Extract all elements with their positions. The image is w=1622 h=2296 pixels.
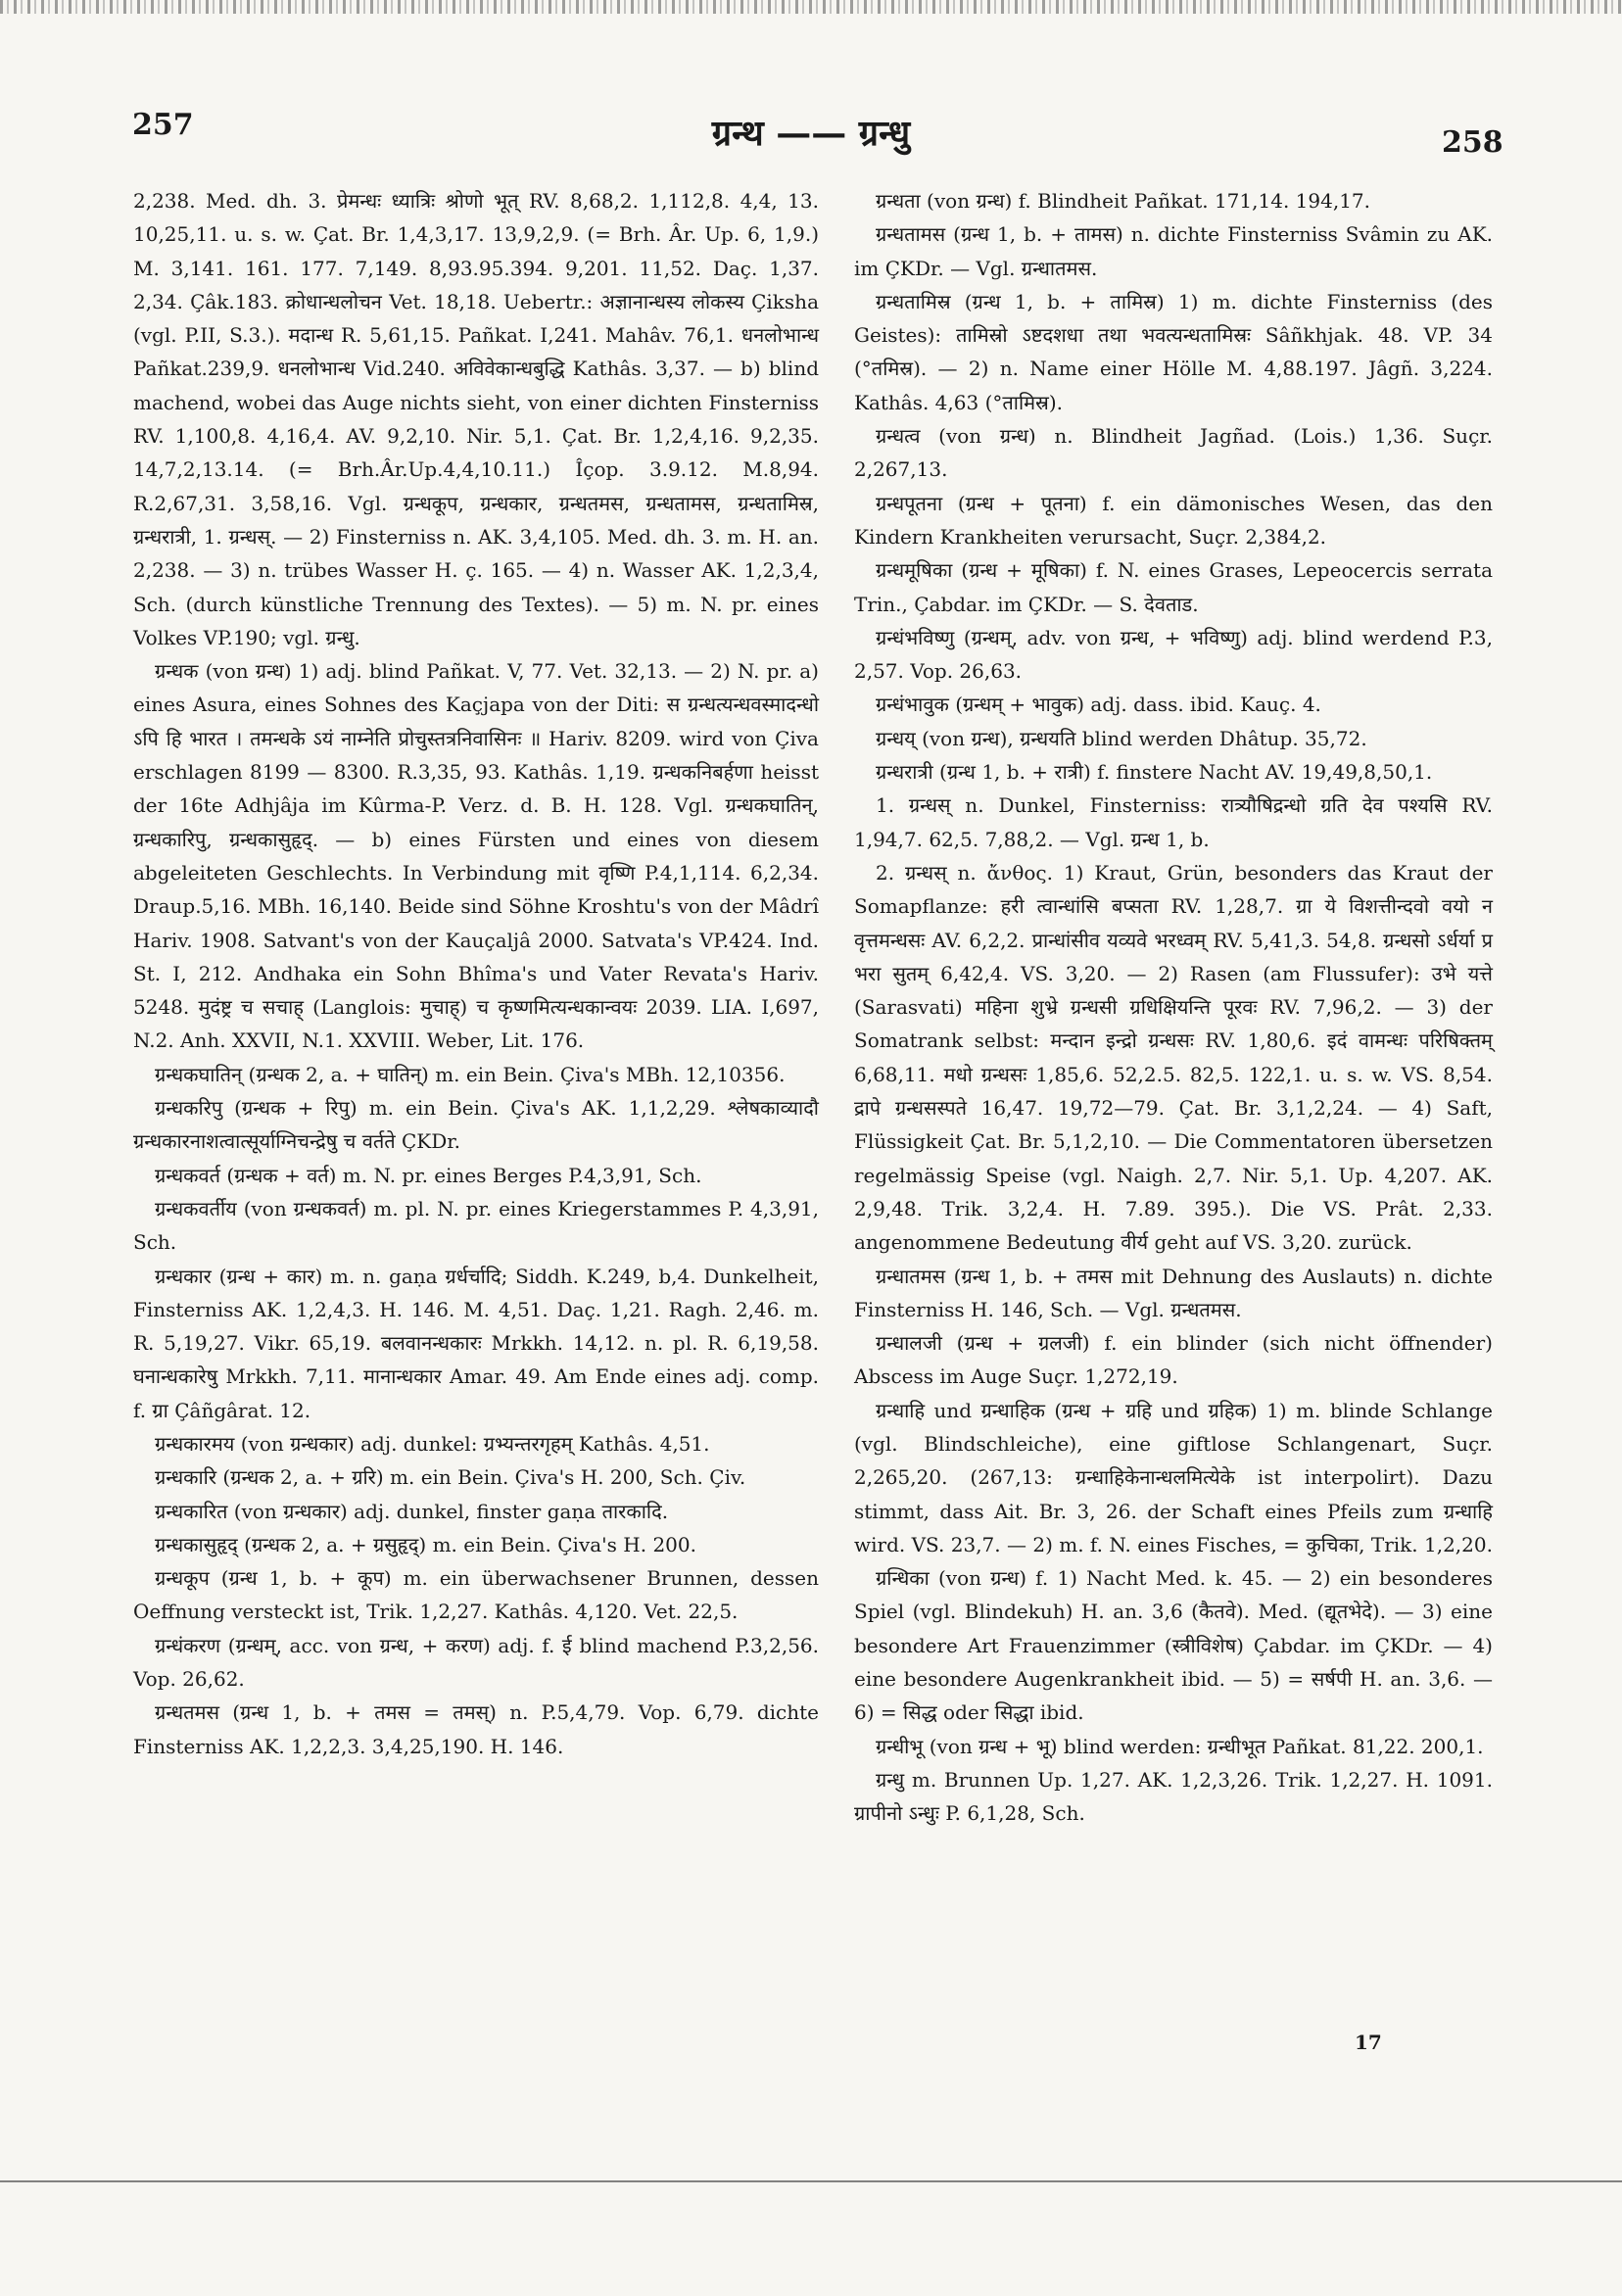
entry-paragraph: ग्रन्धकवर्तीय (von ग्रन्धकवर्त) m. pl. N. pr. eines Kriegerstammes P. 4,3,91, Sch. [133,1196,819,1255]
right-column [854,184,1493,1831]
entry-paragraph: ग्रन्धंभावुक (ग्रन्धम् + भावुक) adj. dass. ibid. Kauç. 4. [876,693,1321,717]
left-column [133,184,819,1763]
entry-paragraph: ग्रन्धाहि und ग्रन्धाहिक (ग्रन्ध + ग्रहि und ग्रहिक) 1) m. blinde Schlange (vgl. Blindschleiche), eine giftlose Schlangenart, Suçr. 2,265,20. (267,13: ग्रन्धाहिकेनान्धलमित्येके ist interpolirt). Dazu stimmt, dass Ait. Br. 3, 26. der Schaft eines Pfeils zum ग्रन्धाहि wird. VS. 23,7. — 2) m. f. N. eines Fisches, = कुचिका, Trik. 1,2,20. [854,1398,1493,1556]
entry-paragraph: 2,238. Med. dh. 3. प्रेमन्धः ध्यात्रिः श्रोणो भूत् RV. 8,68,2. 1,112,8. 4,4, 13. 10,25,11. u. s. w. Çat. Br. 1,4,3,17. 13,9,2,9. (= Brh. Âr. Up. 6, 1,9.) M. 3,141. 161. 177. 7,149. 8,93.95.394. 9,201. 11,52. Daç. 1,37. 2,34. Çâk.183. क्रोधान्धलोचन Vet. 18,18. Uebertr.: अज्ञानान्धस्य लोकस्य Çiksha (vgl. P.II, S.3.). मदान्ध R. 5,61,15. Pañkat. I,241. Mahâv. 76,1. धनलोभान्ध Pañkat.239,9. धनलोभान्ध Vid.240. अविवेकान्धबुद्धि Kathâs. 3,37. — b) blind machend, wobei das Auge nichts sieht, von einer dichten Finsterniss RV. 1,100,8. 4,16,4. AV. 9,2,10. Nir. 5,1. Çat. Br. 1,2,4,16. 9,2,35. 14,7,2,13.14. (= Brh.Âr.Up.4,4,10.11.) Îçop. 3.9.12. M.8,94. R.2,67,31. 3,58,16. Vgl. ग्रन्धकूप, ग्रन्धकार, ग्रन्धतमस, ग्रन्धतामस, ग्रन्धतामिस्र, ग्रन्धरात्री, 1. ग्रन्धस्. — 2) Finsterniss n. AK. 3,4,105. Med. dh. 3. m. H. an. 2,238. — 3) n. trübes Wasser H. ç. 165. — 4) n. Wasser AK. 1,2,3,4, Sch. (durch künstliche Trennung des Textes). — 5) m. N. pr. eines Volkes VP.190; vgl. ग्रन्धु. [133,189,819,649]
entry-paragraph: ग्रन्धालजी (ग्रन्ध + ग्रलजी) f. ein blinder (sich nicht öffnender) Abscess im Auge Suçr. 1,272,19. [854,1331,1493,1389]
entry-paragraph: 2. ग्रन्धस् n. ἄνθος. 1) Kraut, Grün, besonders das Kraut der Somapflanze: हरी त्वान्धांसि बप्सता RV. 1,28,7. ग्रा ये विशत्तीन्दवो वयो न वृत्तमन्धसः AV. 6,2,2. प्रान्धांसीव यव्यवे भरध्वम् RV. 5,41,3. 54,8. ग्रन्धसो ऽर्धर्या प्र भरा सुतम् 6,42,4. VS. 3,20. — 2) Rasen (am Flussufer): उभे यत्ते (Sarasvati) महिना शुभ्रे ग्रन्धसी ग्रधिक्षियन्ति पूरवः RV. 7,96,2. — 3) der Somatrank selbst: मन्दान इन्द्रो ग्रन्धसः RV. 1,80,6. इदं वामन्धः परिषिक्तम् 6,68,11. मधो ग्रन्धसः 1,85,6. 52,2.5. 82,5. 122,1. u. s. w. VS. 8,54. द्रापे ग्रन्धसस्पते 16,47. 19,72—79. Çat. Br. 3,1,2,24. — 4) Saft, Flüssigkeit Çat. Br. 5,1,2,10. — Die Commentatoren übersetzen regelmässig Speise (vgl. Naigh. 2,7. Nir. 5,1. Up. 4,207. AK. 2,9,48. Trik. 3,2,4. H. 7.89. 395.). Die VS. Prât. 2,33. angenommene Bedeutung वीर्य geht auf VS. 3,20. zurück. [854,860,1493,1255]
entry-paragraph: ग्रन्धकघातिन् (ग्रन्धक 2, a. + घातिन्) m. ein Bein. Çiva's MBh. 12,10356. [155,1062,786,1086]
entry-paragraph: ग्रन्धक (von ग्रन्ध) 1) adj. blind Pañkat. V, 77. Vet. 32,13. — 2) N. pr. a) eines Asura, eines Sohnes des Kaçjapa von der Diti: स ग्रन्धत्यन्धवस्मादन्धो ऽपि हि भारत । तमन्धके ऽयं नाम्नेति प्रोचुस्तत्रनिवासिनः ॥ Hariv. 8209. wird von Çiva erschlagen 8199 — 8300. R.3,35, 93. Kathâs. 1,19. ग्रन्धकनिबर्हणा heisst der 16te Adhjâja im Kûrma-P. Verz. d. B. H. 128. Vgl. ग्रन्धकघातिन्, ग्रन्धकारिपु, ग्रन्धकासुहृद्. — b) eines Fürsten und eines von diesem abgeleiteten Geschlechts. In Verbindung mit वृष्णि P.4,1,114. 6,2,34. Draup.5,16. MBh. 16,140. Beide sind Söhne Kroshtu's von der Mâdrî Hariv. 1908. Satvant's von der Kauçaljâ 2000. Satvata's VP.424. Ind. St. I, 212. Andhaka ein Sohn Bhîma's und Vater Revata's Hariv. 5248. मुदंष्ट्र च सचाह् (Langlois: मुचाह्) च कृष्णमित्यन्धकान्वयः 2039. LIA. I,697, N.2. Anh. XXVII, N.1. XXVIII. Weber, Lit. 176. [133,659,819,1053]
entry-paragraph: ग्रन्धकारि (ग्रन्धक 2, a. + ग्ररि) m. ein Bein. Çiva's H. 200, Sch. Çiv. [155,1465,746,1490]
entry-paragraph: ग्रन्धंकरण (ग्रन्धम्, acc. von ग्रन्ध, + करण) adj. f. ई blind machend P.3,2,56. Vop. 26,62. [133,1633,819,1692]
entry-paragraph: ग्रन्धत्व (von ग्रन्ध) n. Blindheit Jagñad. (Lois.) 1,36. Suçr. 2,267,13. [854,424,1493,482]
entry-paragraph: ग्रन्धकूप (ग्रन्ध 1, b. + कूप) m. ein überwachsener Brunnen, dessen Oeffnung versteckt ist, Trik. 1,2,27. Kathâs. 4,120. Vet. 22,5. [133,1566,819,1624]
entry-paragraph: ग्रन्धतमस (ग्रन्ध 1, b. + तमस = तमस्) n. P.5,4,79. Vop. 6,79. dichte Finsterniss AK. 1,2,2,3. 3,4,25,190. H. 146. [133,1700,819,1758]
entry-paragraph: ग्रन्धातमस (ग्रन्ध 1, b. + तमस mit Dehnung des Auslauts) n. dichte Finsterniss H. 146, Sch. — Vgl. ग्रन्धतमस. [854,1264,1493,1321]
entry-paragraph: ग्रन्धपूतना (ग्रन्ध + पूतना) f. ein dämonisches Wesen, das den Kindern Krankheiten verursacht, Suçr. 2,384,2. [854,491,1493,549]
entry-paragraph: ग्रन्धतामस (ग्रन्ध 1, b. + तामस) n. dichte Finsterniss Svâmin zu AK. im ÇKDr. — Vgl. ग्रन्धातमस. [854,222,1493,280]
sheet-signature-number: 17 [1355,2031,1382,2054]
entry-paragraph: ग्रन्धिका (von ग्रन्ध) f. 1) Nacht Med. k. 45. — 2) ein besonderes Spiel (vgl. Blindekuh) H. an. 3,6 (कैतवे). Med. (द्यूतभेदे). — 3) eine besondere Art Frauenzimmer (स्त्रीविशेष) Çabdar. im ÇKDr. — 4) eine besondere Augenkrankheit ibid. — 5) = सर्षपी H. an. 3,6. — 6) = सिद्ध oder सिद्धा ibid. [854,1566,1493,1725]
entry-paragraph: ग्रन्धरात्री (ग्रन्ध 1, b. + रात्री) f. finstere Nacht AV. 19,49,8,50,1. [876,760,1433,785]
scan-bottom-edge [0,2180,1622,2182]
entry-paragraph: ग्रन्धय् (von ग्रन्ध), ग्रन्धयति blind werden Dhâtup. 35,72. [876,726,1367,750]
entry-paragraph: ग्रन्धमूषिका (ग्रन्ध + मूषिका) f. N. eines Grases, Lepeocercis serrata Trin., Çabdar. im ÇKDr. — S. देवताड. [854,558,1493,616]
entry-paragraph: ग्रन्धंभविष्णु (ग्रन्धम्, adv. von ग्रन्ध, + भविष्णु) adj. blind werdend P.3, 2,57. Vop. 26,63. [854,625,1493,684]
running-title: ग्रन्थ —— ग्रन्धु [711,113,911,154]
entry-paragraph: ग्रन्धीभू (von ग्रन्ध + भू) blind werden: ग्रन्धीभूत Pañkat. 81,22. 200,1. [876,1734,1484,1758]
page-header [0,102,1622,161]
entry-paragraph: ग्रन्धतामिस्र (ग्रन्ध 1, b. + तामिस्र) 1) m. dichte Finsterniss (des Geistes): तामिस्रो ऽष्टदशधा तथा भवत्यन्धतामिस्रः Sâñkhjak. 48. VP. 34 (°तमिस्र). — 2) n. Name einer Hölle M. 4,88.197. Jâgñ. 3,224. Kathâs. 4,63 (°तामिस्र). [854,289,1493,414]
entry-paragraph: 1. ग्रन्धस् n. Dunkel, Finsterniss: रात्र्यौषिद्रन्धो ग्रति देव पश्यसि RV. 1,94,7. 62,5. 7,88,2. — Vgl. ग्रन्ध 1, b. [854,793,1493,851]
scan-top-edge [0,0,1622,14]
entry-paragraph: ग्रन्धकारमय (von ग्रन्धकार) adj. dunkel: ग्रभ्यन्तरगृहम् Kathâs. 4,51. [155,1431,710,1456]
entry-paragraph: ग्रन्धता (von ग्रन्ध) f. Blindheit Pañkat. 171,14. 194,17. [876,189,1370,213]
entry-paragraph: ग्रन्धकासुहृद् (ग्रन्धक 2, a. + ग्रसुहृद्) m. ein Bein. Çiva's H. 200. [155,1532,696,1556]
entry-paragraph: ग्रन्धकार (ग्रन्ध + कार) m. n. gaṇa ग्रर्धर्चादि; Siddh. K.249, b,4. Dunkelheit, Finsterniss AK. 1,2,4,3. H. 146. M. 4,51. Daç. 1,21. Ragh. 2,46. m. R. 5,19,27. Vikr. 65,19. बलवानन्धकारः Mrkkh. 14,12. n. pl. R. 6,19,58. घनान्धकारेषु Mrkkh. 7,11. मानान्धकार Amar. 49. Am Ende eines adj. comp. f. ग्रा Çâñgârat. 12. [133,1264,819,1422]
entry-paragraph: ग्रन्धकवर्त (ग्रन्धक + वर्त) m. N. pr. eines Berges P.4,3,91, Sch. [155,1163,702,1187]
page-number-right: 258 [1442,125,1503,160]
entry-paragraph: ग्रन्धकरिपु (ग्रन्धक + रिपु) m. ein Bein. Çiva's AK. 1,1,2,29. श्लेषकाव्यादौ ग्रन्धकारनाशत्वात्सूर्याग्निचन्द्रेषु च वर्तते ÇKDr. [133,1096,819,1154]
entry-paragraph: ग्रन्धकारित (von ग्रन्धकार) adj. dunkel, finster gaṇa तारकादि. [155,1499,669,1523]
entry-paragraph: ग्रन्धु m. Brunnen Up. 1,27. AK. 1,2,3,26. Trik. 1,2,27. H. 1091. ग्रापीनो ऽन्धुः P. 6,1,28, Sch. [854,1767,1493,1826]
page-number-left: 257 [132,108,194,142]
